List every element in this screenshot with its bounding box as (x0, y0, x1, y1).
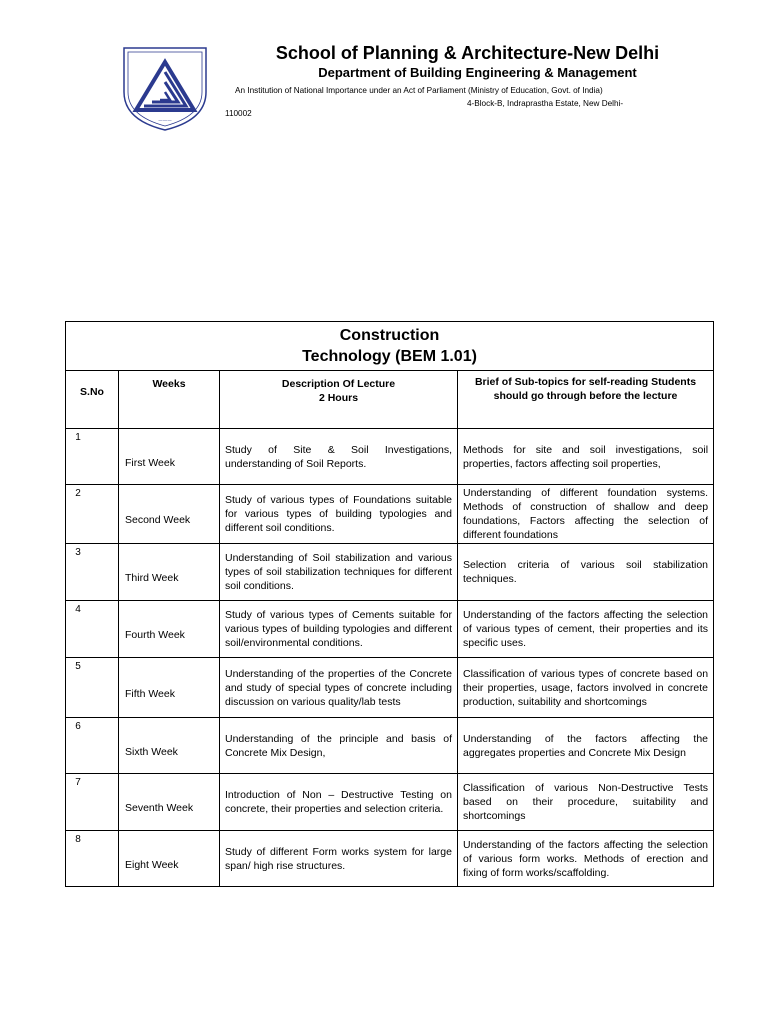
table-row (66, 601, 714, 658)
row-week: Fourth Week (119, 601, 220, 658)
row-description: Study of various types of Foundations suitable for various types of building typologies and different soil conditions. (220, 485, 458, 544)
row-sno: 2 (66, 485, 119, 544)
column-header-description: Description Of Lecture 2 Hours (220, 371, 458, 429)
row-week: Eight Week (119, 831, 220, 887)
row-sno: 6 (66, 718, 119, 774)
row-sno: 3 (66, 544, 119, 601)
row-sno: 7 (66, 774, 119, 831)
row-brief: Selection criteria of various soil stabilization techniques. (458, 544, 714, 601)
address-pin: 110002 (225, 109, 252, 118)
table-row (66, 658, 714, 718)
row-sno: 5 (66, 658, 119, 718)
row-sno: 4 (66, 601, 119, 658)
row-brief: Understanding of different foundation systems. Methods of construction of shallow and deep foundations, Factors affecting the selection of different foundations (458, 485, 714, 544)
table-row (66, 429, 714, 485)
school-title: School of Planning & Architecture-New Delhi (275, 43, 660, 63)
row-description: Understanding of the principle and basis of Concrete Mix Design, (220, 718, 458, 774)
row-brief: Understanding of the factors affecting the aggregates properties and Concrete Mix Design (458, 718, 714, 774)
row-description: Introduction of Non – Destructive Testing on concrete, their properties and selection criteria. (220, 774, 458, 831)
row-brief: Understanding of the factors affecting the selection of various types of cement, their properties and its specific uses. (458, 601, 714, 658)
table-row (66, 544, 714, 601)
row-week: Third Week (119, 544, 220, 601)
row-description: Study of different Form works system for large span/ high rise structures. (220, 831, 458, 887)
row-brief: Methods for site and soil investigations, soil properties, factors affecting soil properties, (458, 429, 714, 485)
row-week: Fifth Week (119, 658, 220, 718)
table-row (66, 485, 714, 544)
row-sno: 8 (66, 831, 119, 887)
table-header-row (66, 371, 714, 429)
institution-line: An Institution of National Importance under an Act of Parliament (Ministry of Education, Govt. of India) (235, 86, 603, 95)
svg-text:———: ——— (158, 119, 172, 124)
row-week: Second Week (119, 485, 220, 544)
table-title-row (66, 322, 714, 371)
row-sno: 1 (66, 429, 119, 485)
row-week: Sixth Week (119, 718, 220, 774)
row-description: Understanding of the properties of the Concrete and study of special types of concrete including discussion on various quality/lab tests (220, 658, 458, 718)
column-header-weeks: Weeks (119, 371, 220, 429)
row-description: Study of Site & Soil Investigations, understanding of Soil Reports. (220, 429, 458, 485)
row-week: First Week (119, 429, 220, 485)
row-brief: Understanding of the factors affecting the selection of various form works. Methods of erection and fixing of form works/scaffolding. (458, 831, 714, 887)
row-description: Understanding of Soil stabilization and various types of soil stabilization techniques for different soil conditions. (220, 544, 458, 601)
department-name: Department of Building Engineering & Management (318, 65, 637, 80)
institute-logo-icon (118, 42, 212, 132)
course-title: Construction Technology (BEM 1.01) (66, 322, 714, 371)
table-row (66, 774, 714, 831)
column-header-brief: Brief of Sub-topics for self-reading Students should go through before the lecture (458, 371, 714, 429)
row-brief: Classification of various Non-Destructive Tests based on their procedure, suitability and shortcomings (458, 774, 714, 831)
row-week: Seventh Week (119, 774, 220, 831)
column-header-sno: S.No (66, 371, 119, 429)
letterhead (225, 42, 680, 118)
table-row (66, 831, 714, 887)
address-line: 4-Block-B, Indraprastha Estate, New Delhi- (467, 99, 624, 108)
table-row (66, 718, 714, 774)
syllabus-table (65, 321, 714, 887)
row-description: Study of various types of Cements suitable for various types of building typologies and different soil/environmental conditions. (220, 601, 458, 658)
row-brief: Classification of various types of concrete based on their properties, usage, factors involved in concrete production, suitability and shortcomings (458, 658, 714, 718)
